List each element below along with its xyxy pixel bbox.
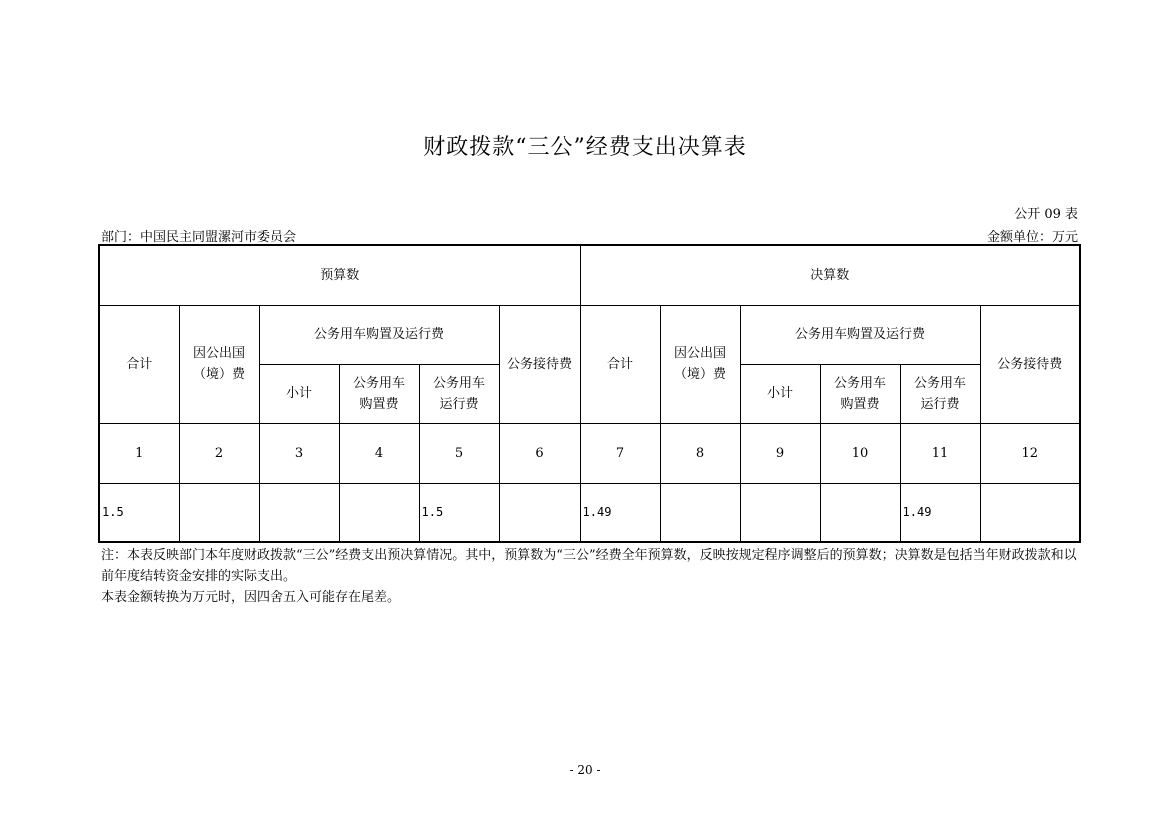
value-cell: [179, 483, 259, 542]
form-number: 公开 09 表: [1014, 207, 1078, 222]
column-number: 8: [660, 423, 740, 483]
budget-total-header: 合计: [99, 305, 179, 423]
value-cell: [820, 483, 900, 542]
budget-operation-header: 公务用车 运行费: [419, 364, 499, 423]
value-cell: [740, 483, 820, 542]
value-cell: 1.5: [419, 483, 499, 542]
column-number: 1: [99, 423, 179, 483]
page-number: - 20 -: [569, 763, 601, 777]
budget-subtotal-header: 小计: [259, 364, 339, 423]
column-number: 6: [499, 423, 580, 483]
final-purchase-header: 公务用车 购置费: [820, 364, 900, 423]
final-vehicle-header: 公务用车购置及运行费: [740, 305, 980, 364]
column-number: 11: [900, 423, 980, 483]
budget-abroad-header: 因公出国 （境）费: [179, 305, 259, 423]
value-cell: [339, 483, 419, 542]
budget-purchase-header: 公务用车 购置费: [339, 364, 419, 423]
note-line: 注：本表反映部门本年度财政拨款“三公”经费支出预决算情况。其中，预算数为“三公”经费全年预算数，反映按规定程序调整后的预算数；决算数是包括当年财政拨款和以前年度结转资金安排的实际支出。: [101, 548, 1077, 584]
final-subtotal-header: 小计: [740, 364, 820, 423]
value-cell: 1.49: [580, 483, 660, 542]
budget-reception-header: 公务接待费: [499, 305, 580, 423]
column-number: 5: [419, 423, 499, 483]
column-number: 2: [179, 423, 259, 483]
group-header-row: [99, 245, 1080, 305]
column-number: 4: [339, 423, 419, 483]
final-abroad-header: 因公出国 （境）费: [660, 305, 740, 423]
value-cell: [980, 483, 1080, 542]
value-cell: 1.5: [99, 483, 179, 542]
final-operation-header: 公务用车 运行费: [900, 364, 980, 423]
page-title: 财政拨款“三公”经费支出决算表: [423, 135, 747, 160]
value-cell: 1.49: [900, 483, 980, 542]
note-line: 本表金额转换为万元时，因四舍五入可能存在尾差。: [101, 590, 401, 605]
value-cell: [259, 483, 339, 542]
column-number: 3: [259, 423, 339, 483]
expense-table: [98, 244, 1081, 543]
final-reception-header: 公务接待费: [980, 305, 1080, 423]
column-number: 9: [740, 423, 820, 483]
final-group-header: 决算数: [580, 245, 1080, 305]
final-total-header: 合计: [580, 305, 660, 423]
budget-group-header: 预算数: [99, 245, 580, 305]
values-row: [99, 483, 1080, 542]
table-notes: [101, 545, 1081, 608]
column-number: 10: [820, 423, 900, 483]
department-label: 部门：中国民主同盟漯河市委员会: [101, 230, 297, 245]
column-number-row: [99, 423, 1080, 483]
budget-vehicle-header: 公务用车购置及运行费: [259, 305, 499, 364]
unit-label: 金额单位：万元: [986, 230, 1078, 245]
value-cell: [499, 483, 580, 542]
header-row-1: [99, 305, 1080, 364]
column-number: 12: [980, 423, 1080, 483]
column-number: 7: [580, 423, 660, 483]
value-cell: [660, 483, 740, 542]
